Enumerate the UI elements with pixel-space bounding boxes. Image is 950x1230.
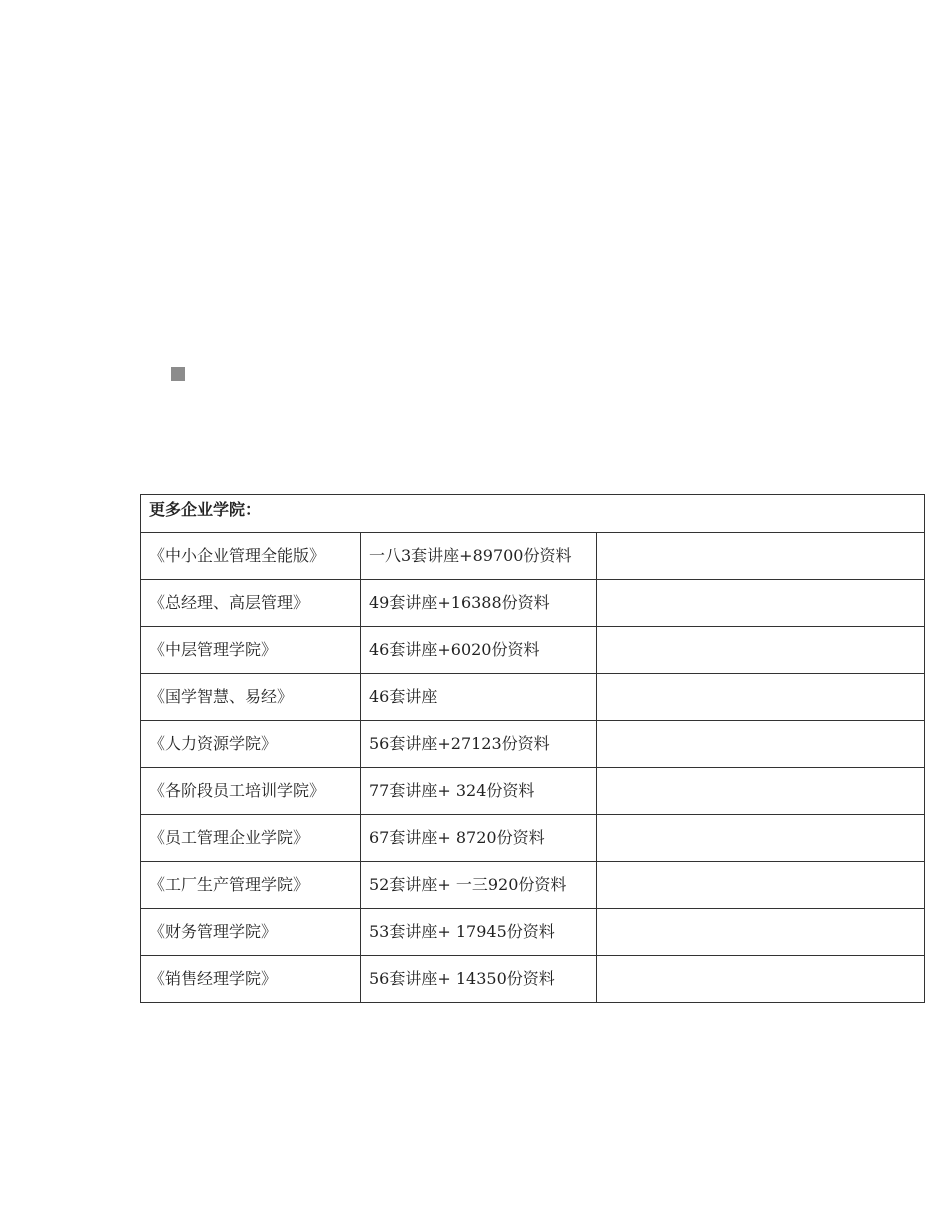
academy-note <box>597 580 925 627</box>
table-row <box>141 862 925 909</box>
table-row <box>141 533 925 580</box>
academy-note <box>597 909 925 956</box>
table-row <box>141 580 925 627</box>
academy-name: 《员工管理企业学院》 <box>141 815 361 862</box>
table-row <box>141 627 925 674</box>
academy-content: 56套讲座+27123份资料 <box>361 721 597 768</box>
table-row <box>141 956 925 1003</box>
academy-content: 67套讲座+ 8720份资料 <box>361 815 597 862</box>
square-bullet-icon <box>171 367 185 381</box>
academy-name: 《财务管理学院》 <box>141 909 361 956</box>
academy-note <box>597 956 925 1003</box>
academy-note <box>597 627 925 674</box>
academy-content: 52套讲座+ 一三920份资料 <box>361 862 597 909</box>
table-header-row <box>141 495 925 533</box>
academy-note <box>597 533 925 580</box>
academy-content: 46套讲座 <box>361 674 597 721</box>
academy-name: 《各阶段员工培训学院》 <box>141 768 361 815</box>
academy-content: 49套讲座+16388份资料 <box>361 580 597 627</box>
academy-note <box>597 862 925 909</box>
table-header: 更多企业学院： <box>141 495 925 533</box>
academy-name: 《总经理、高层管理》 <box>141 580 361 627</box>
academy-name: 《销售经理学院》 <box>141 956 361 1003</box>
academy-note <box>597 721 925 768</box>
academy-note <box>597 768 925 815</box>
table-row <box>141 815 925 862</box>
academy-content: 46套讲座+6020份资料 <box>361 627 597 674</box>
academy-name: 《国学智慧、易经》 <box>141 674 361 721</box>
table-row <box>141 674 925 721</box>
table-row <box>141 721 925 768</box>
table-row <box>141 909 925 956</box>
academy-note <box>597 674 925 721</box>
academy-note <box>597 815 925 862</box>
academy-name: 《中层管理学院》 <box>141 627 361 674</box>
academy-table <box>140 494 925 1003</box>
academy-content: 53套讲座+ 17945份资料 <box>361 909 597 956</box>
academy-name: 《中小企业管理全能版》 <box>141 533 361 580</box>
academy-content: 77套讲座+ 324份资料 <box>361 768 597 815</box>
academy-content: 一八3套讲座+89700份资料 <box>361 533 597 580</box>
academy-name: 《工厂生产管理学院》 <box>141 862 361 909</box>
academy-content: 56套讲座+ 14350份资料 <box>361 956 597 1003</box>
academy-name: 《人力资源学院》 <box>141 721 361 768</box>
table-row <box>141 768 925 815</box>
